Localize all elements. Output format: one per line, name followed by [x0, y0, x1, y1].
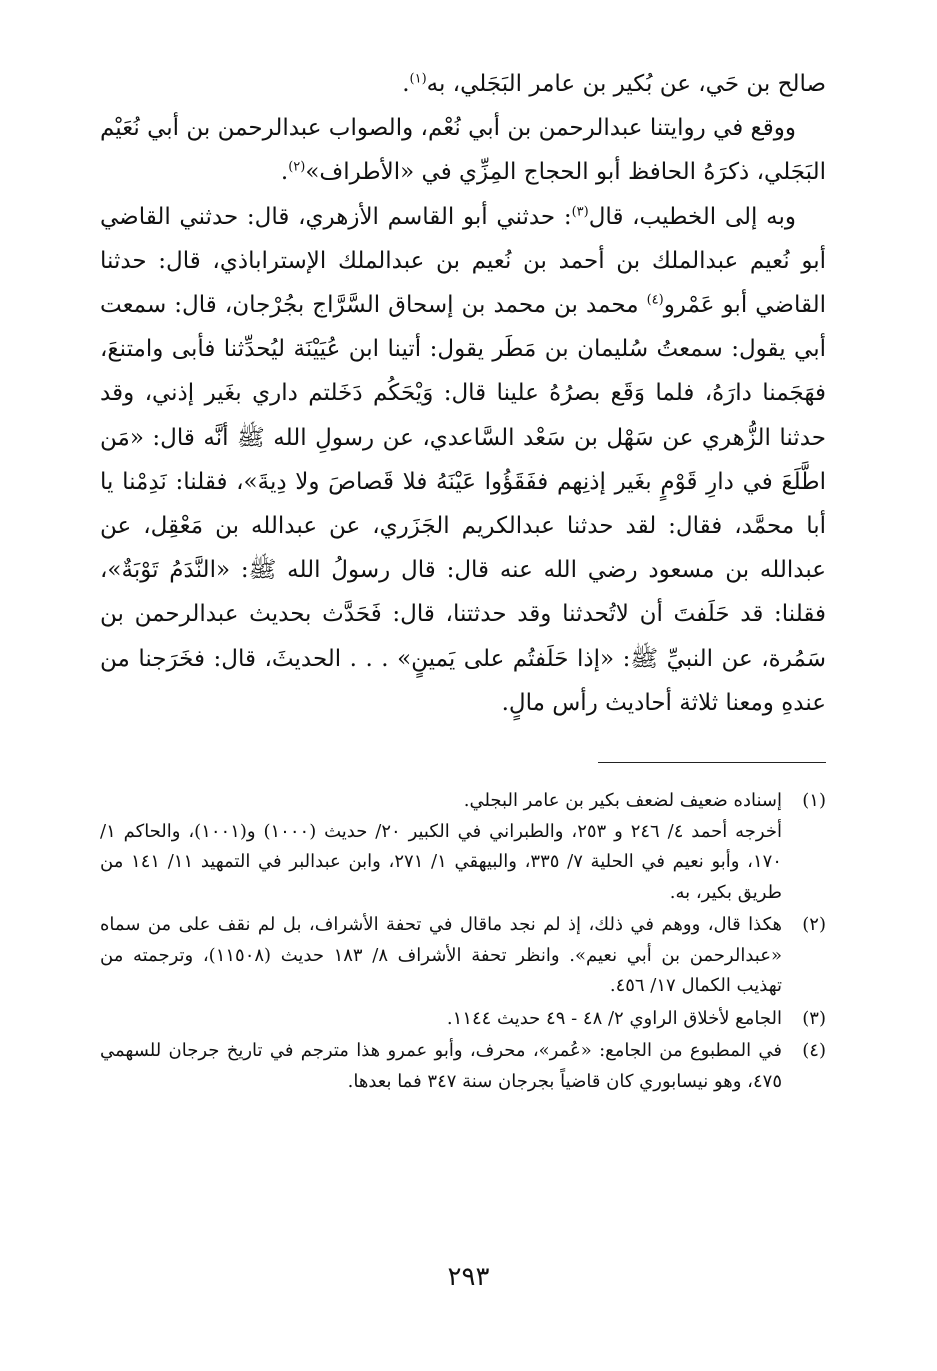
main-text [100, 62, 826, 725]
footnote-number: (٣) [802, 1007, 826, 1029]
footnote-number: (٢) [802, 914, 826, 935]
footnote-line: في المطبوع من الجامع: «عُمر»، محرف، وأبو عمرو هذا مترجم في تاريخ جرجان للسهمي ٤٧٥، وهو نيسابوري كان قاضياً بجرجان سنة ٣٤٧ فما بعدها. [100, 1040, 782, 1092]
paragraph-2-end: . [280, 159, 289, 186]
footnote-separator [598, 762, 826, 763]
footnote-line: الجامع لأخلاق الراوي ٢/ ٤٨ - ٤٩ حديث ١١٤٤. [446, 1007, 782, 1029]
footnote-ref-1[interactable]: (١) [409, 71, 427, 87]
footnote-ref-3[interactable]: (٣) [571, 203, 589, 219]
page-number: ٢٩٣ [447, 1262, 490, 1292]
footnote-line: إسناده ضعيف لضعف بكير بن عامر البجلي. [463, 790, 782, 811]
footnote-ref-4[interactable]: (٤) [646, 292, 664, 308]
footnote-number: (٤) [802, 1040, 826, 1061]
paragraph-2-text: ووقع في روايتنا عبدالرحمن بن أبي نُعْم، والصواب عبدالرحمن بن أبي نُعَيْم البَجَلي، ذكرَهُ الحافظ أبو الحجاج المِزِّي في «الأطراف» [100, 115, 826, 186]
footnote-line: أخرجه أحمد ٤/ ٢٤٦ و ٢٥٣، والطبراني في الكبير ٢٠/ حديث (١٠٠٠) و(١٠٠١)، والحاكم ١/ ١٧٠، وأبو نعيم في الحلية ٧/ ٣٣٥، والبيهقي ١/ ٢٧١، وابن عبدالبر في التمهيد ١١/ ١٤١ من طريق بكير، به. [100, 820, 782, 903]
paragraph-3-text-c: محمد بن محمد بن إسحاق السَّرَّاج بجُرْجان، قال: سمعت أبي يقول: سمعتُ سُليمان بن مَطَر يقول: أتينا ابن عُيَيْنَة ليُحدِّثنا فأبى وامتنعَ، فهَجَمنا دارَهُ، فلما وَقَع بصرُهُ علينا قال: وَيْحَكُم دَخَلتم داري بغَير إذني، وقد حدثنا الزُّهري عن سَهْل بن سَعْد السَّاعدي، عن رسولِ الله ﷺ أنَّه قال: «مَن اطَّلَعَ في دارِ قَوْمٍ بغَير إذنِهم ففَقَؤُوا عَيْنَهُ فلا قَصاصَ ولا دِيةَ»، فقلنا: نَدِمْنا يا أبا محمَّد، فقال: لقد حدثنا عبدالكريم الجَزَري، عن عبدالله بن مَعْقِل، عن عبدالله بن مسعود رضي الله عنه قال: قال رسولُ الله ﷺ: «النَّدَمُ تَوْبَةٌ»، فقلنا: قد حَلَفتَ أن لاتُحدثنا وقد حدثتنا، قال: فَحَدَّث بحديث عبدالرحمن بن سَمُرة، عن النبيِّ ﷺ: «إذا حَلَفتُم على يَمينٍ» . . . الحديثَ، قال: فخَرَجنا من عندهِ ومعنا ثلاثة أحاديث رأس مالٍ. [100, 292, 826, 716]
paragraph-1-text: صالح بن حَي، عن بُكير بن عامر البَجَلي، به [426, 71, 826, 97]
footnote-3 [100, 1004, 826, 1035]
paragraph-1 [100, 62, 826, 106]
footnote-number: (١) [802, 790, 826, 811]
paragraph-3 [100, 195, 826, 725]
paragraph-2 [100, 106, 826, 194]
footnote-ref-2[interactable]: (٢) [288, 159, 306, 175]
footnotes [100, 786, 826, 1099]
paragraph-3-text-a: وبه إلى الخطيب، قال [588, 203, 796, 230]
paragraph-3-text-b: : حدثني أبو القاسم الأزهري، قال: حدثني القاضي أبو نُعيم عبدالملك بن أحمد بن نُعيم بن عبدالملك الإستراباذي، قال: حدثنا القاضي أبو عَمْرو [100, 203, 826, 319]
footnote-line: هكذا قال، ووهم في ذلك، إذ لم نجد ماقال في تحفة الأشراف، بل لم نقف على من سماه «عبدالرحمن بن أبي نعيم». وانظر تحفة الأشراف ٨/ ١٨٣ حديث (١١٥٠٨)، وترجمته من تهذيب الكمال ١٧/ ٤٥٦. [100, 914, 782, 996]
paragraph-1-end: . [402, 71, 410, 97]
footnote-1 [100, 786, 826, 908]
footnote-2 [100, 910, 826, 1002]
footnote-4 [100, 1036, 826, 1097]
